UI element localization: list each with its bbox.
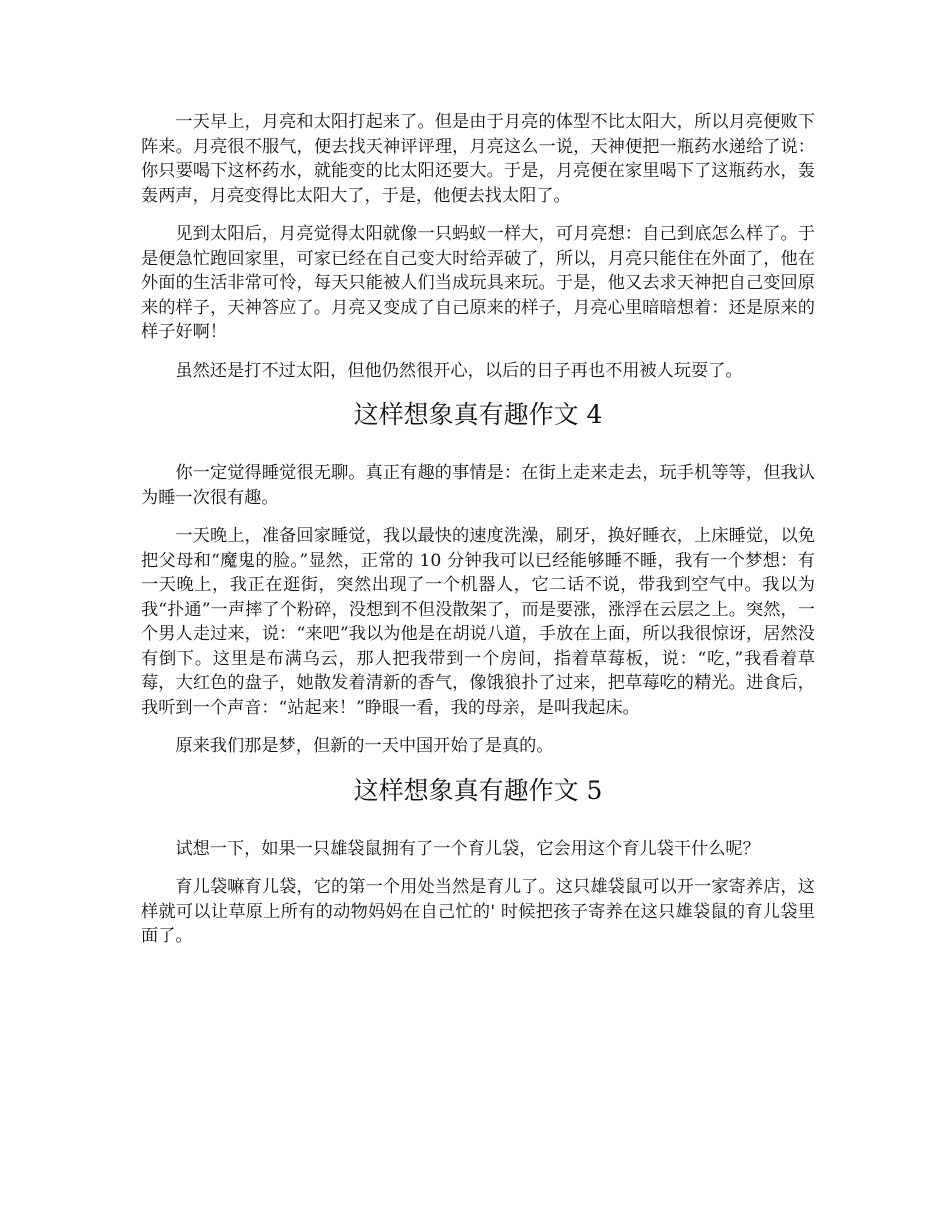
paragraph-kangaroo-question: 试想一下，如果一只雄袋鼠拥有了一个育儿袋，它会用这个育儿袋干什么呢？ — [175, 838, 760, 859]
paragraph-moon-fight: 一天早上，月亮和太阳打起来了。但是由于月亮的体型不比太阳大，所以月亮便败下阵来。月亮很不服气，便去找天神评评理，月亮这么一说，天神便把一瓶药水递给了说：你只要喝下这杯药水，就能变的比太阳还要大。于是，月亮便在家里喝下了这瓶药水，轰轰两声，月亮变得比太阳大了，于是，他便去找太阳了。 — [141, 112, 815, 206]
essay-4-heading: 这样想象真有趣作文 4 — [353, 400, 603, 429]
paragraph-sleep-intro: 你一定觉得睡觉很无聊。真正有趣的事情是：在街上走来走去，玩手机等等，但我认为睡一次很有趣。 — [141, 463, 815, 508]
document-page — [141, 110, 815, 949]
essay-5-heading: 这样想象真有趣作文 5 — [353, 775, 603, 805]
paragraph-kangaroo-pouch: 育儿袋嘛育儿袋，它的第一个用处当然是育儿了。这只雄袋鼠可以开一家寄养店，这样就可以让草原上所有的动物妈妈在自己忙的' 时候把孩子寄养在这只雄袋鼠的育儿袋里面了。 — [141, 877, 815, 946]
paragraph-sleep-ending: 原来我们那是梦，但新的一天中国开始了是真的。 — [175, 736, 554, 756]
paragraph-sleep-dream: 一天晚上，准备回家睡觉，我以最快的速度洗澡，刷牙，换好睡衣，上床睡觉，以免把父母和“魔鬼的脸。”显然，正常的 10 分钟我可以已经能够睡不睡，我有一个梦想：有一天晚上，我正在逛街，突然出现了一个机器人，它二话不说，带我到空气中。我以为我“扑通”一声摔了个粉碎，没想到不但没散架了，而是要涨，涨浮在云层之上。突然，一个男人走过来，说：“来吧”我以为他是在胡说八道，手放在上面，所以我很惊讶，居然没有倒下。这里是布满乌云，那人把我带到一个房间，指着草莓板，说：“吃，”我看着草莓，大红色的盘子，她散发着清新的香气，像饿狼扑了过来，把草莓吃的精光。进食后，我听到一个声音：“站起来！”睁眼一看，我的母亲，是叫我起床。 — [141, 526, 815, 718]
paragraph-moon-regret: 见到太阳后，月亮觉得太阳就像一只蚂蚁一样大，可月亮想：自己到底怎么样了。于是便急忙跑回家里，可家已经在自己变大时给弄破了，所以，月亮只能住在外面了，他在外面的生活非常可怜，每天只能被人们当成玩具来玩。于是，他又去求天神把自己变回原来的样子，天神答应了。月亮又变成了自己原来的样子，月亮心里暗暗想着：还是原来的样子好啊！ — [141, 224, 815, 342]
paragraph-moon-ending: 虽然还是打不过太阳，但他仍然很开心，以后的日子再也不用被人玩耍了。 — [175, 360, 743, 381]
